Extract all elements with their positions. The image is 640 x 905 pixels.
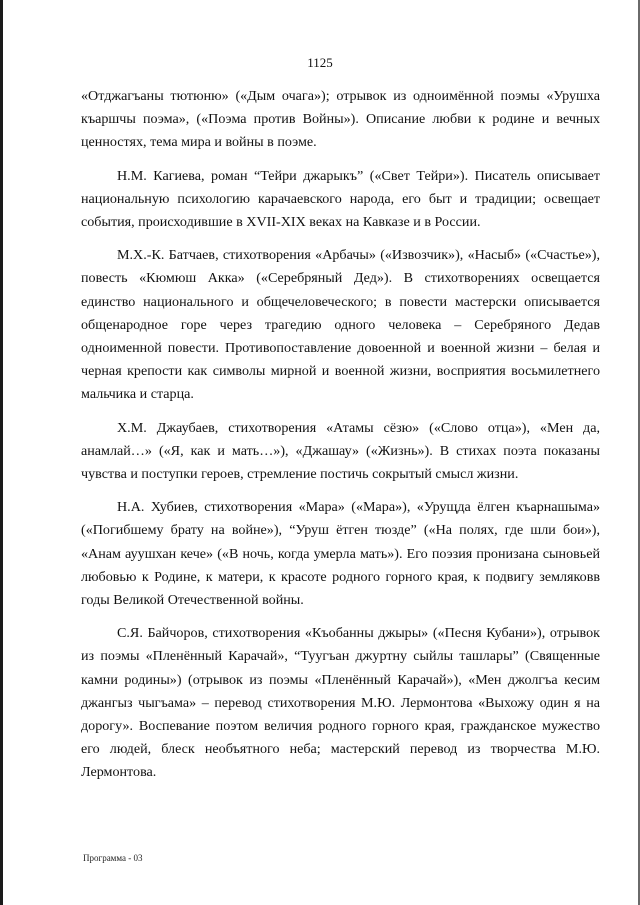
paragraph-batchaev: М.Х.-К. Батчаев, стихотворения «Арбачы» («Извозчик»), «Насыб» («Счастье»), повесть «Кюмюш Акка» («Серебряный Дед»). В стихотворениях освещается единство национального и общечеловеческого; в повести мастерски описывается общенародное горе через трагедию одного человека – Серебряного Дедав одноименной повести. Противопоставление довоенной и военной жизни – белая и черная крепости как символы мирной и военной жизни, восприятия восьмилетнего мальчика и старца.	[81, 247, 600, 403]
paragraph-otdzhagany: «Отджагъаны тютюню» («Дым очага»); отрывок из одноимённой поэмы «Урушха къаршчы поэма», («Поэма против Войны»). Описание любви к родине и вечных ценностях, тема мира и войны в поэме.	[81, 88, 600, 151]
scan-edge-left	[0, 0, 3, 905]
paragraph-dzhaubaev: Х.М. Джаубаев, стихотворения «Атамы сёзю» («Слово отца»), «Мен да, анамлай…» («Я, как и мать…»), «Джашау» («Жизнь»). В стихах поэта показаны чувства и поступки героев, стремление постичь сокрытый смысл жизни.	[81, 419, 600, 483]
paragraph-baichorov: С.Я. Байчоров, стихотворения «Къобанны джыры» («Песня Кубани»), отрывок из поэмы «Пленённый Карачай», “Туугъан джуртну сыйлы ташлары” (Священные камни родины») (отрывок из поэмы «Пленённый Карачай»), «Мен джолгъа кесим джангыз чыгъама» – перевод стихотворения М.Ю. Лермонтова «Выхожу один я на дорогу». Воспевание поэтом величия родного горного края, гражданское мужество его людей, блеск необъятного неба; мастерский перевод из творчества М.Ю. Лермонтова.	[81, 625, 600, 781]
paragraph-kagieva: Н.М. Кагиева, роман “Тейри джарыкъ” («Свет Тейри»). Писатель описывает национальную психологию карачаевского народа, его быт и традиции; освещает события, происходившие в XVII-XIX веках на Кавказе и в России.	[81, 167, 600, 231]
body-text	[81, 85, 600, 795]
paragraph-khubiev: Н.А. Хубиев, стихотворения «Мара» («Мара»), «Урущда ёлген къарнашыма» («Погибшему брату на войне»), “Уруш ётген тюзде” («На полях, где шли бои»), «Анам ауушхан кече» («В ночь, когда умерла мать»). Его поэзия пронизана сыновьей любовью к Родине, к матери, к красоте родного горного края, к подвигу земляковв годы Великой Отечественной войны.	[81, 499, 600, 609]
page-number: 1125	[307, 55, 333, 70]
page-footer: Программа - 03	[83, 853, 143, 863]
